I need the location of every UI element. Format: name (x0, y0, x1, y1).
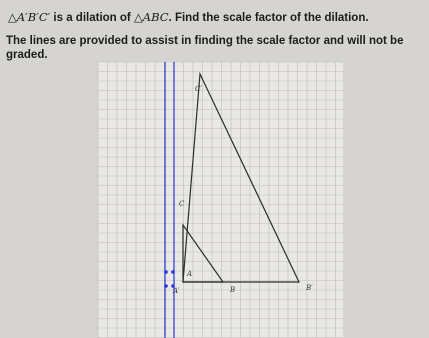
vertex-label-a: A (187, 270, 193, 278)
helper-point (171, 270, 175, 274)
triangle-label: △ABC (133, 10, 169, 24)
vertex-label-c: C (179, 200, 185, 208)
helper-point (164, 270, 168, 274)
question-part-2: . Find the scale factor of the dilation. (168, 12, 369, 24)
vertex-label-b-prime: B′ (306, 284, 313, 292)
triangle-prime-label: △A′B′C′ (8, 10, 51, 24)
helper-point (164, 284, 168, 288)
grid-paper (98, 62, 343, 338)
question-part-1: is a dilation of (50, 12, 134, 24)
helper-note: The lines are provided to assist in finding the scale factor and will not be graded. (6, 35, 404, 61)
vertex-label-b: B (230, 286, 236, 294)
vertex-label-c-prime: C′ (195, 85, 202, 93)
vertex-label-a-prime: A′ (173, 287, 180, 295)
